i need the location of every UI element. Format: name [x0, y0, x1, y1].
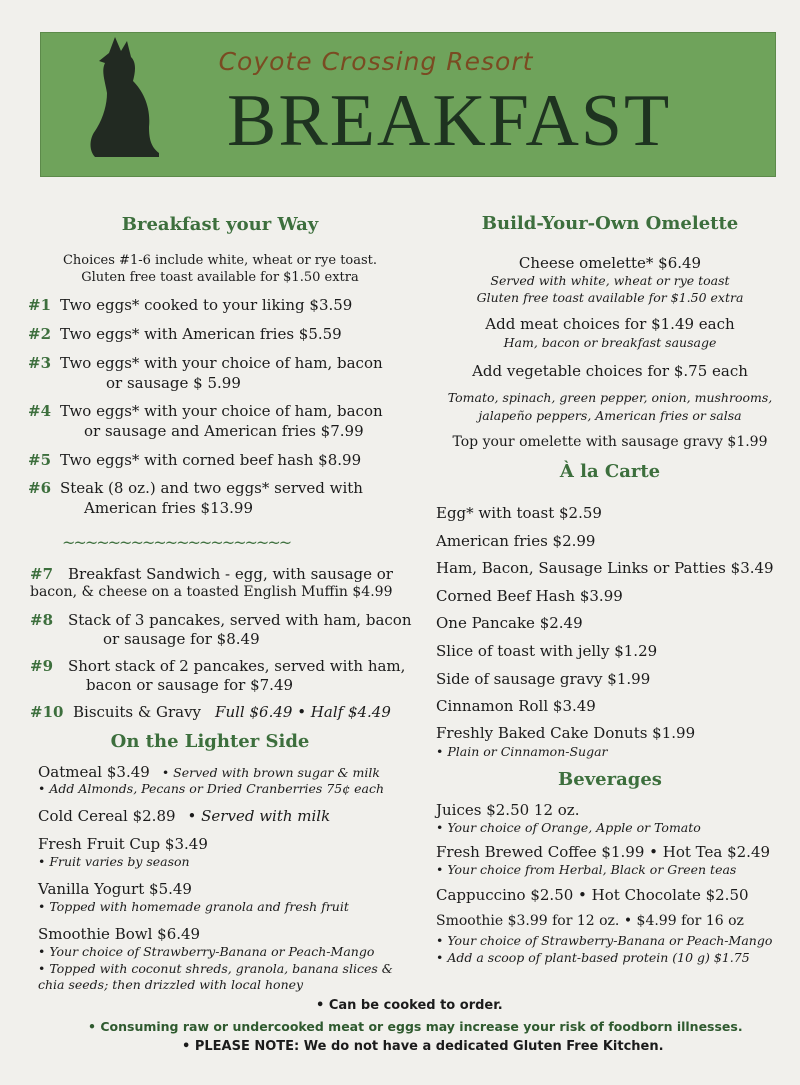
- item-text-cont: bacon, & cheese on a toasted English Muffin $4.99: [30, 584, 393, 600]
- item-text: Two eggs* cooked to your liking $3.59: [60, 296, 353, 314]
- omelette-gravy: Top your omelette with sausage gravy $1.99: [452, 434, 768, 450]
- item-note: • Topped with homemade granola and fresh fruit: [38, 899, 349, 914]
- item-text: Oatmeal $3.49: [38, 763, 150, 781]
- item-text: Breakfast Sandwich - egg, with sausage or: [68, 565, 393, 583]
- carte-item: Side of sausage gravy $1.99: [436, 670, 651, 688]
- juice-item: Juices $2.50 12 oz.: [436, 801, 580, 819]
- item-text-cont: or sausage $ 5.99: [106, 374, 241, 392]
- item-number: #8: [30, 611, 54, 629]
- cereal-item: [38, 807, 330, 825]
- smoothie-item: Smoothie $3.99 for 12 oz. • $4.99 for 16 oz: [436, 913, 744, 929]
- section-heading-beverages: Beverages: [558, 769, 662, 790]
- menu-item-6: [28, 479, 363, 497]
- cappuccino-item: Cappuccino $2.50 • Hot Chocolate $2.50: [436, 886, 749, 904]
- item-text: Short stack of 2 pancakes, served with ham,: [68, 657, 406, 675]
- cheese-omelette: Cheese omelette* $6.49: [518, 254, 702, 272]
- menu-item-5: [28, 451, 361, 469]
- item-text: Steak (8 oz.) and two eggs* served with: [60, 479, 363, 497]
- item-number: #1: [28, 296, 52, 314]
- carte-item: Egg* with toast $2.59: [436, 504, 602, 522]
- item-text: Two eggs* with American fries $5.59: [60, 325, 342, 343]
- item-note: Served with white, wheat or rye toast: [490, 273, 730, 288]
- wavy-divider: ~~~~~~~~~~~~~~~~~~~~: [62, 533, 291, 552]
- section-heading-a-la-carte: À la Carte: [559, 461, 661, 482]
- menu-item-10: [30, 703, 391, 721]
- carte-item: Cinnamon Roll $3.49: [436, 697, 596, 715]
- item-text-cont: or sausage and American fries $7.99: [84, 422, 364, 440]
- item-note: Ham, bacon or breakfast sausage: [503, 335, 717, 350]
- item-text-cont: bacon or sausage for $7.49: [86, 676, 294, 694]
- carte-item: Freshly Baked Cake Donuts $1.99: [436, 724, 696, 742]
- item-note: • Served with brown sugar & milk: [161, 765, 380, 780]
- item-note: jalapeño peppers, American fries or salsa: [478, 408, 742, 423]
- item-text: Cold Cereal $2.89: [38, 807, 176, 825]
- item-number: #2: [28, 325, 52, 343]
- footer-note: • Consuming raw or undercooked meat or eggs may increase your risk of foodborn illnesses.: [88, 1019, 743, 1034]
- menu-item-3: [28, 354, 383, 372]
- item-text: Stack of 3 pancakes, served with ham, bacon: [68, 611, 412, 629]
- resort-name: Coyote Crossing Resort: [218, 47, 534, 76]
- menu-item-4: [28, 402, 383, 420]
- item-note: • Served with milk: [187, 807, 331, 825]
- intro-line: Gluten free toast available for $1.50 extra: [81, 270, 359, 285]
- item-note: • Fruit varies by season: [38, 854, 190, 869]
- item-number: #6: [28, 479, 52, 497]
- carte-item: Slice of toast with jelly $1.29: [436, 642, 658, 660]
- coffee-item: Fresh Brewed Coffee $1.99 • Hot Tea $2.49: [436, 843, 771, 861]
- item-text: Two eggs* with your choice of ham, bacon: [60, 402, 383, 420]
- coyote-howling-icon: [85, 35, 163, 159]
- item-note: • Your choice of Strawberry-Banana or Peach-Mango: [38, 944, 375, 959]
- item-note: • Your choice of Orange, Apple or Tomato: [436, 820, 701, 835]
- oatmeal-item: [38, 763, 380, 781]
- add-meat: Add meat choices for $1.49 each: [485, 315, 735, 333]
- intro-line: Choices #1-6 include white, wheat or rye toast.: [62, 253, 378, 268]
- footer-note: • PLEASE NOTE: We do not have a dedicated Gluten Free Kitchen.: [182, 1039, 664, 1054]
- fruit-item: Fresh Fruit Cup $3.49: [38, 835, 208, 853]
- menu-item-2: [28, 325, 342, 343]
- item-number: #9: [30, 657, 54, 675]
- item-note: • Add a scoop of plant-based protein (10 g) $1.75: [436, 950, 750, 965]
- item-note: • Plain or Cinnamon-Sugar: [436, 744, 608, 759]
- footer-note: • Can be cooked to order.: [316, 998, 503, 1013]
- carte-item: Ham, Bacon, Sausage Links or Patties $3.49: [436, 559, 774, 577]
- item-text: Two eggs* with your choice of ham, bacon: [60, 354, 383, 372]
- smoothie-bowl-item: Smoothie Bowl $6.49: [38, 925, 201, 943]
- yogurt-item: Vanilla Yogurt $5.49: [38, 880, 192, 898]
- item-text-cont: American fries $13.99: [84, 499, 254, 517]
- carte-item: American fries $2.99: [436, 532, 596, 550]
- carte-item: Corned Beef Hash $3.99: [436, 587, 623, 605]
- item-note: Gluten free toast available for $1.50 extra: [476, 290, 744, 305]
- section-heading-omelette: Build-Your-Own Omelette: [481, 213, 739, 234]
- item-note: Tomato, spinach, green pepper, onion, mushrooms,: [447, 390, 773, 405]
- item-number: #3: [28, 354, 52, 372]
- add-veg: Add vegetable choices for $.75 each: [472, 362, 748, 380]
- menu-item-7: [30, 565, 393, 583]
- section-heading-lighter-side: On the Lighter Side: [110, 731, 310, 752]
- item-number: #10: [30, 703, 64, 721]
- carte-item: One Pancake $2.49: [436, 614, 583, 632]
- section-heading-breakfast-your-way: Breakfast your Way: [121, 214, 319, 235]
- menu-item-9: [30, 657, 405, 675]
- menu-item-8: [30, 611, 411, 629]
- item-note: • Add Almonds, Pecans or Dried Cranberries 75¢ each: [38, 781, 385, 796]
- item-number: #5: [28, 451, 52, 469]
- item-note: • Your choice of Strawberry-Banana or Peach-Mango: [436, 933, 773, 948]
- page-title: BREAKFAST: [227, 80, 672, 162]
- menu-item-1: [28, 296, 352, 314]
- item-price: Full $6.49 • Half $4.49: [215, 703, 391, 721]
- item-text-cont: or sausage for $8.49: [103, 630, 260, 648]
- item-note: chia seeds; then drizzled with local honey: [38, 977, 304, 992]
- item-note: • Your choice from Herbal, Black or Green teas: [436, 862, 737, 877]
- header-banner: [40, 32, 776, 177]
- item-number: #4: [28, 402, 52, 420]
- item-note: • Topped with coconut shreds, granola, banana slices &: [38, 961, 393, 976]
- item-number: #7: [30, 565, 54, 583]
- item-text: Two eggs* with corned beef hash $8.99: [60, 451, 362, 469]
- item-text: Biscuits & Gravy: [73, 703, 202, 721]
